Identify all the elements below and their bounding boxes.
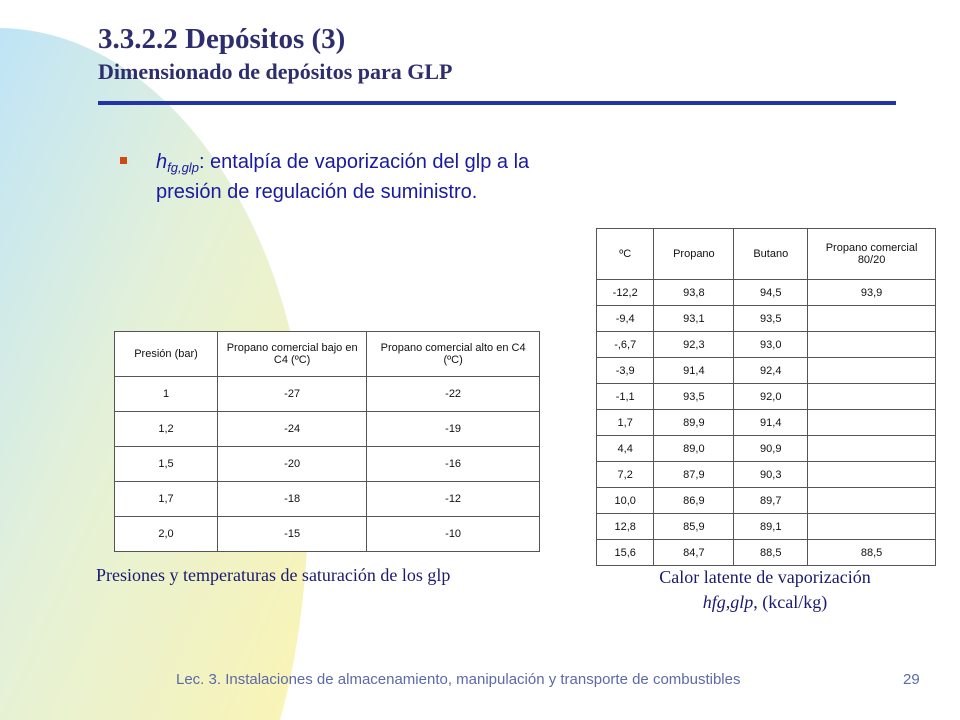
table-row (597, 384, 936, 410)
table-row (597, 488, 936, 514)
table-cell: 86,9 (654, 488, 734, 514)
table-row (597, 514, 936, 540)
page-number: 29 (903, 671, 920, 688)
table-row (115, 377, 540, 412)
table-cell: 91,4 (734, 410, 808, 436)
table-cell (808, 384, 936, 410)
table-cell: 93,9 (808, 280, 936, 306)
table-cell: -9,4 (597, 306, 654, 332)
table-cell: 15,6 (597, 540, 654, 566)
latent-heat-table (596, 228, 936, 566)
table-cell: 93,5 (734, 306, 808, 332)
table-cell: 93,1 (654, 306, 734, 332)
table-cell: 90,3 (734, 462, 808, 488)
table-cell: -20 (218, 447, 367, 482)
footer-text: Lec. 3. Instalaciones de almacenamiento, manipulación y transporte de combustibles (176, 671, 741, 688)
header-cell: Propano comercial 80/20 (808, 229, 936, 280)
table-cell: 93,5 (654, 384, 734, 410)
table-cell: 85,9 (654, 514, 734, 540)
bullet-description: : entalpía de vaporización del glp a la presión de regulación de suministro. (156, 151, 530, 203)
table-row (597, 358, 936, 384)
title-underline (98, 101, 896, 105)
header-cell: Propano comercial alto en C4 (ºC) (367, 332, 540, 377)
table-cell: 88,5 (734, 540, 808, 566)
table-cell: -19 (367, 412, 540, 447)
caption-unit: , (kcal/kg) (753, 592, 828, 612)
table-cell: -10 (367, 517, 540, 552)
table-cell: 84,7 (654, 540, 734, 566)
table-cell: 92,3 (654, 332, 734, 358)
table-cell: 87,9 (654, 462, 734, 488)
table-cell (808, 488, 936, 514)
table-cell: -1,1 (597, 384, 654, 410)
caption-saturation: Presiones y temperaturas de saturación de los glp (96, 565, 451, 585)
header-cell: Presión (bar) (115, 332, 218, 377)
table-cell: 88,5 (808, 540, 936, 566)
table-cell: 7,2 (597, 462, 654, 488)
table-row (115, 412, 540, 447)
table-row (597, 280, 936, 306)
table-row (597, 332, 936, 358)
table-row (597, 462, 936, 488)
table-cell: 93,0 (734, 332, 808, 358)
table-cell: 2,0 (115, 517, 218, 552)
table-cell: -24 (218, 412, 367, 447)
table-cell: -27 (218, 377, 367, 412)
caption-latent-heat-title: Calor latente de vaporización (659, 567, 871, 587)
table-row (597, 436, 936, 462)
header-cell: Propano comercial bajo en C4 (ºC) (218, 332, 367, 377)
table-cell: -,6,7 (597, 332, 654, 358)
title-block (98, 22, 453, 86)
slide-title: 3.3.2.2 Depósitos (3) (98, 23, 346, 55)
table-cell: 92,0 (734, 384, 808, 410)
table-cell: -12 (367, 482, 540, 517)
table-cell (808, 332, 936, 358)
table-cell: 89,0 (654, 436, 734, 462)
table-cell: 12,8 (597, 514, 654, 540)
table-row (597, 540, 936, 566)
table-cell: 93,8 (654, 280, 734, 306)
table-cell (808, 462, 936, 488)
table-cell: 92,4 (734, 358, 808, 384)
saturation-table (114, 331, 540, 552)
table-cell: 89,7 (734, 488, 808, 514)
caption-latent-heat-unit-line (610, 590, 920, 615)
table-row (115, 482, 540, 517)
bullet-item (120, 150, 530, 204)
table-cell (808, 410, 936, 436)
table-cell: -15 (218, 517, 367, 552)
table-cell: -16 (367, 447, 540, 482)
header-cell: Propano (654, 229, 734, 280)
table-cell: 1 (115, 377, 218, 412)
caption-symbol: hfg,glp (702, 592, 754, 612)
table-cell: 1,7 (115, 482, 218, 517)
table-cell (808, 436, 936, 462)
bullet-text (156, 150, 530, 204)
table-cell (808, 514, 936, 540)
table-row (115, 517, 540, 552)
bullet-square-icon (120, 157, 127, 164)
table-cell: 89,1 (734, 514, 808, 540)
table-cell: -22 (367, 377, 540, 412)
header-cell: Butano (734, 229, 808, 280)
table-cell: 1,5 (115, 447, 218, 482)
table-cell: 89,9 (654, 410, 734, 436)
table-cell: 10,0 (597, 488, 654, 514)
table-cell (808, 306, 936, 332)
slide-subtitle: Dimensionado de depósitos para GLP (98, 59, 453, 84)
table-row (115, 447, 540, 482)
table-cell: 91,4 (654, 358, 734, 384)
table-header-row (597, 229, 936, 280)
symbol-h: h (156, 151, 168, 173)
table-row (597, 306, 936, 332)
table-header-row (115, 332, 540, 377)
table-cell: 94,5 (734, 280, 808, 306)
table-row (597, 410, 936, 436)
table-cell: -18 (218, 482, 367, 517)
header-cell: ºC (597, 229, 654, 280)
table-cell: 4,4 (597, 436, 654, 462)
table-cell (808, 358, 936, 384)
table-cell: 1,2 (115, 412, 218, 447)
symbol-subscript: fg,glp (167, 160, 199, 175)
table-cell: 90,9 (734, 436, 808, 462)
caption-latent-heat (610, 565, 920, 615)
table-cell: -12,2 (597, 280, 654, 306)
table-cell: 1,7 (597, 410, 654, 436)
table-cell: -3,9 (597, 358, 654, 384)
